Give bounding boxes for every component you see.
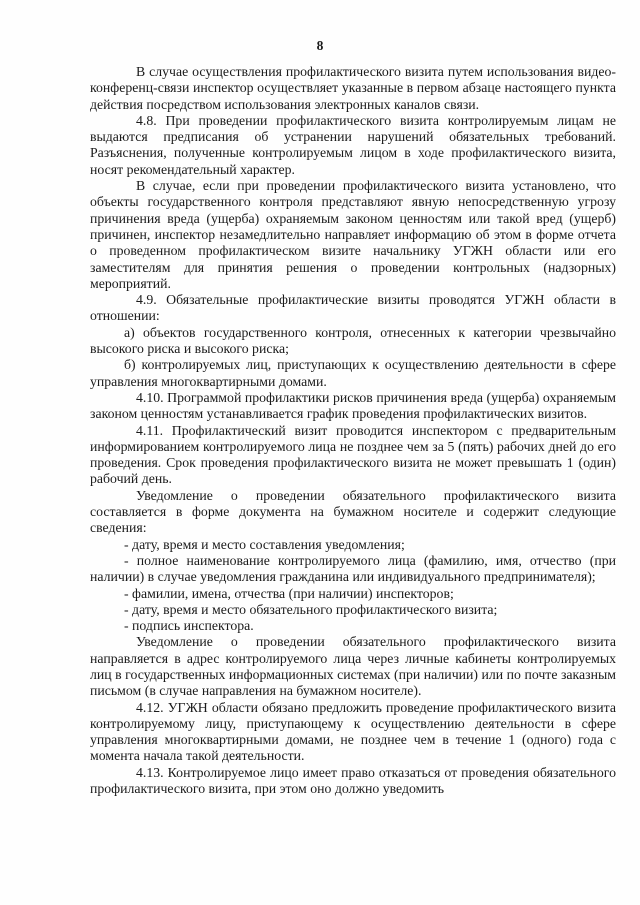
paragraph-4-12: 4.12. УГЖН области обязано предложить проведение профилактического визита контролируемому лицу, приступающему к осуществлению деятельности в сфере управления многоквартирными домами, не позднее чем в течение 1 (одного) года с момента начала такой деятельности.: [90, 699, 616, 764]
paragraph-4-10: 4.10. Программой профилактики рисков причинения вреда (ущерба) охраняемым законом ценностям устанавливается график проведения профилактических визитов.: [90, 389, 616, 422]
list-item-b: б) контролируемых лиц, приступающих к осуществлению деятельности в сфере управления многоквартирными домами.: [90, 357, 616, 389]
paragraph-4-11: 4.11. Профилактический визит проводится инспектором с предварительным информированием контролируемого лица не позднее чем за 5 (пять) рабочих дней до его проведения. Срок проведения профилактического визита не может превышать 1 (один) рабочий день.: [90, 422, 616, 487]
list-item-date-place: - дату, время и место составления уведомления;: [124, 536, 405, 552]
document-body: [90, 64, 616, 797]
list-item-visit-date: - дату, время и место обязательного профилактического визита;: [124, 601, 498, 617]
list-item-full-name: - полное наименование контролируемого лица (фамилию, имя, отчество (при наличии) в случае уведомления гражданина или индивидуального предпринимателя);: [90, 552, 616, 585]
paragraph-notice-delivery: Уведомление о проведении обязательного профилактического визита направляется в адрес контролируемого лица через личные кабинеты контролируемых лиц в государственных информационных системах (при наличии) или по почте заказным письмом (в случае направления на бумажном носителе).: [90, 634, 616, 699]
list-item-inspectors: - фамилии, имена, отчества (при наличии) инспекторов;: [124, 585, 454, 601]
paragraph-video-conference: В случае осуществления профилактического визита путем использования видео-конференц-связи инспектор осуществляет указанные в первом абзаце настоящего пункта действия посредством использования электронных каналов связи.: [90, 64, 616, 112]
page-number: 8: [316, 38, 324, 53]
paragraph-4-8: 4.8. При проведении профилактического визита контролируемым лицам не выдаются предписания об устранении нарушений обязательных требований. Разъяснения, полученные контролируемым лицом в ходе профилактического визита, носят рекомендательный характер.: [90, 112, 616, 177]
paragraph-4-13: 4.13. Контролируемое лицо имеет право отказаться от проведения обязательного профилактического визита, при этом оно должно уведомить: [90, 764, 616, 797]
list-item-signature: - подпись инспектора.: [124, 618, 254, 634]
list-item-a: а) объектов государственного контроля, отнесенных к категории чрезвычайно высокого риска и высокого риска;: [90, 324, 616, 357]
paragraph-notice-contents: Уведомление о проведении обязательного профилактического визита составляется в форме документа на бумажном носителе и содержит следующие сведения:: [90, 487, 616, 536]
paragraph-threat-report: В случае, если при проведении профилактического визита установлено, что объекты государственного контроля представляют явную непосредственную угрозу причинения вреда (ущерба) охраняемым законом ценностям или такой вред (ущерб) причинен, инспектор незамедлительно направляет информацию об этом в форме отчета о проведенном профилактическом визите начальнику УГЖН области или его заместителям для принятия решения о проведении контрольных (надзорных) мероприятий.: [90, 178, 616, 291]
paragraph-4-9: 4.9. Обязательные профилактические визиты проводятся УГЖН области в отношении:: [90, 292, 616, 324]
